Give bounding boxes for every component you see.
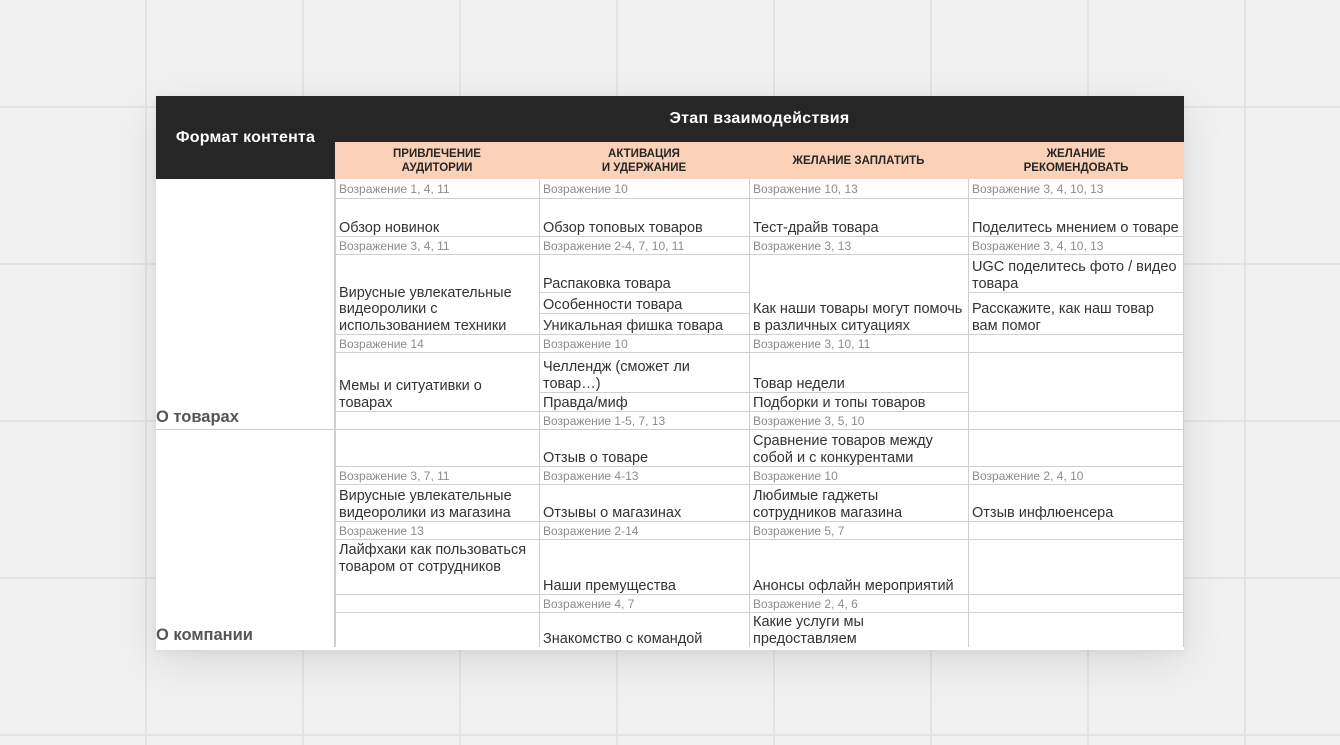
- content-cell: Отзыв о товаре: [539, 430, 749, 467]
- objection-cell: Возражение 3, 10, 11: [749, 335, 968, 353]
- stage-pay-header: ЖЕЛАНИЕ ЗАПЛАТИТЬ: [749, 142, 968, 179]
- objection-cell: [968, 522, 1184, 540]
- objection-cell: [968, 412, 1184, 430]
- format-column-header: Формат контента: [156, 96, 335, 179]
- content-cell: Правда/миф: [539, 393, 749, 412]
- stage-activation-header: АКТИВАЦИЯ И УДЕРЖАНИЕ: [539, 142, 749, 179]
- content-cell: Какие услуги мы предоставляем: [749, 613, 968, 647]
- content-cell: Наши премущества: [539, 540, 749, 595]
- objection-cell: [335, 595, 539, 613]
- objection-cell: Возражение 10, 13: [749, 179, 968, 199]
- objection-cell: Возражение 3, 4, 11: [335, 237, 539, 255]
- content-cell: Вирусные увлекательные видеоролики с использованием техники: [335, 255, 539, 335]
- objection-cell: Возражение 4, 7: [539, 595, 749, 613]
- content-cell: Отзывы о магазинах: [539, 485, 749, 522]
- content-cell: Товар недели: [749, 353, 968, 393]
- objection-cell: Возражение 10: [539, 179, 749, 199]
- content-cell: Любимые гаджеты сотрудников магазина: [749, 485, 968, 522]
- objection-cell: Возражение 14: [335, 335, 539, 353]
- content-cell: Как наши товары могут помочь в различных ситуациях: [749, 255, 968, 335]
- content-cell: [968, 540, 1184, 595]
- content-cell: [968, 613, 1184, 647]
- stage-header: Этап взаимодействия: [335, 96, 1184, 142]
- content-matrix-table: [156, 96, 1184, 647]
- content-cell: UGC поделитесь фото / видео товара: [968, 255, 1184, 293]
- content-cell: Челлендж (сможет ли товар…): [539, 353, 749, 393]
- objection-cell: Возражение 10: [749, 467, 968, 485]
- objection-cell: Возражение 3, 7, 11: [335, 467, 539, 485]
- objection-cell: [968, 335, 1184, 353]
- content-cell: Расскажите, как наш товар вам помог: [968, 293, 1184, 335]
- objection-cell: Возражение 3, 4, 10, 13: [968, 179, 1184, 199]
- content-cell: Вирусные увлекательные видеоролики из магазина: [335, 485, 539, 522]
- content-cell: Распаковка товара: [539, 255, 749, 293]
- content-cell: Анонсы офлайн мероприятий: [749, 540, 968, 595]
- objection-cell: Возражение 2-4, 7, 10, 11: [539, 237, 749, 255]
- content-matrix-card: [156, 96, 1184, 650]
- section-label-products: О товарах: [156, 179, 335, 430]
- content-cell: [335, 613, 539, 647]
- content-cell: Сравнение товаров между собой и с конкурентами: [749, 430, 968, 467]
- objection-cell: Возражение 2, 4, 10: [968, 467, 1184, 485]
- content-cell: Подборки и топы товаров: [749, 393, 968, 412]
- objection-cell: Возражение 10: [539, 335, 749, 353]
- objection-cell: Возражение 1, 4, 11: [335, 179, 539, 199]
- content-cell: Тест-драйв товара: [749, 199, 968, 237]
- content-cell: [335, 430, 539, 467]
- objection-cell: Возражение 3, 5, 10: [749, 412, 968, 430]
- content-cell: Отзыв инфлюенсера: [968, 485, 1184, 522]
- stage-attraction-header: ПРИВЛЕЧЕНИЕ АУДИТОРИИ: [335, 142, 539, 179]
- objection-cell: Возражение 3, 13: [749, 237, 968, 255]
- objection-cell: Возражение 2, 4, 6: [749, 595, 968, 613]
- objection-cell: Возражение 5, 7: [749, 522, 968, 540]
- objection-cell: Возражение 3, 4, 10, 13: [968, 237, 1184, 255]
- section-label-company: О компании: [156, 430, 335, 647]
- content-cell: [968, 353, 1184, 412]
- content-cell: Лайфхаки как пользоваться товаром от сотрудников: [335, 540, 539, 595]
- stage-recommend-header: ЖЕЛАНИЕ РЕКОМЕНДОВАТЬ: [968, 142, 1184, 179]
- content-cell: [968, 430, 1184, 467]
- content-cell: Мемы и ситуативки о товарах: [335, 353, 539, 412]
- objection-cell: Возражение 1-5, 7, 13: [539, 412, 749, 430]
- objection-cell: [968, 595, 1184, 613]
- content-cell: Знакомство с командой: [539, 613, 749, 647]
- objection-cell: [335, 412, 539, 430]
- content-cell: Поделитесь мнением о товаре: [968, 199, 1184, 237]
- content-cell: Особенности товара: [539, 293, 749, 314]
- content-cell: Обзор топовых товаров: [539, 199, 749, 237]
- objection-cell: Возражение 2-14: [539, 522, 749, 540]
- objection-cell: Возражение 4-13: [539, 467, 749, 485]
- content-cell: Уникальная фишка товара: [539, 314, 749, 335]
- content-cell: Обзор новинок: [335, 199, 539, 237]
- objection-cell: Возражение 13: [335, 522, 539, 540]
